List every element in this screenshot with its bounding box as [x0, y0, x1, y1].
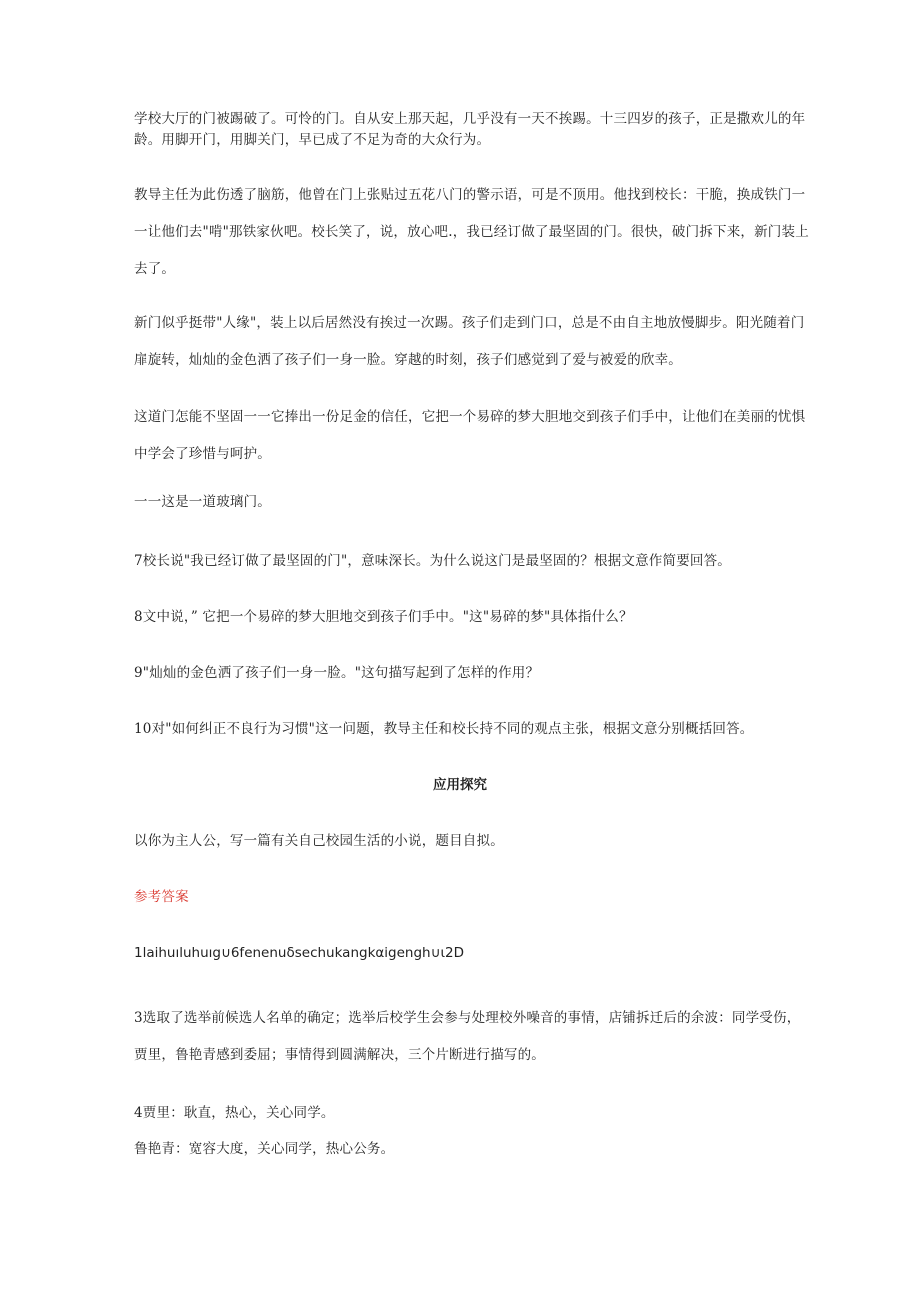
application-prompt — [134, 831, 784, 852]
question-9 — [134, 663, 784, 684]
answer-text: 3选取了选举前候选人名单的确定；选举后校学生会参与处理校外噪音的事情，店铺拆迁后的余波：同学受伤， — [134, 1010, 801, 1026]
text-line: 一让他们去"啃"那铁家伙吧。校长笑了，说，放心吧.，我已经订做了最坚固的门。很快，破门拆下来，新门装上 — [134, 224, 809, 240]
answer-text: 贾里，鲁艳青感到委屈；事情得到圆满解决，三个片断进行描写的。 — [134, 1047, 545, 1063]
passage-paragraph-4 — [134, 399, 806, 473]
prompt-text: 以你为主人公，写一篇有关自己校园生活的小说，题目自拟。 — [134, 833, 504, 849]
question-text: 7校长说"我已经订做了最坚固的门"，意味深长。为什么说这门是最坚固的？根据文意作简要回答。 — [134, 553, 732, 569]
passage-paragraph-2 — [134, 177, 809, 288]
text-line: 教导主任为此伤透了脑筋，他曾在门上张贴过五花八门的警示语，可是不顶用。他找到校长：干脆，换成铁门一 — [134, 187, 806, 203]
question-10 — [134, 719, 784, 740]
answer-4-continued — [134, 1139, 784, 1160]
text-line: 一一这是一道玻璃门。 — [134, 494, 271, 510]
text-line: 扉旋转，灿灿的金色洒了孩子们一身一脸。穿越的时刻，孩子们感觉到了爱与被爱的欣幸。 — [134, 352, 682, 368]
question-text: 10对"如何纠正不良行为习惯"这一问题，教导主任和校长持不同的观点主张，根据文意分别概括回答。 — [134, 721, 754, 737]
passage-paragraph-3 — [134, 305, 805, 379]
text-line: 龄。用脚开门，用脚关门，早已成了不足为奇的大众行为。 — [134, 132, 491, 148]
question-text: 8文中说，” 它把一个易碎的梦大胆地交到孩子们手中。"这"易碎的梦"具体指什么？ — [134, 609, 633, 625]
answer-4 — [134, 1103, 784, 1124]
answer-text: 鲁艳青：宽容大度，关心同学，热心公务。 — [134, 1141, 395, 1157]
answer-text: 1laihuıluhuıg∪6fenenuδsechukangkαigengh∪ι2D — [134, 945, 465, 961]
text-line: 新门似乎挺带"人缘"，装上以后居然没有挨过一次踢。孩子们走到门口，总是不由自主地放慢脚步。阳光随着门 — [134, 315, 805, 331]
answer-label-text: 参考答案 — [134, 889, 189, 905]
text-line: 这道门怎能不坚固一一它捧出一份足金的信任，它把一个易碎的梦大胆地交到孩子们手中，让他们在美丽的忧惧 — [134, 409, 806, 425]
question-8 — [134, 607, 784, 628]
answer-3 — [134, 1000, 801, 1074]
answer-1 — [134, 943, 784, 964]
text-line: 学校大厅的门被踢破了。可怜的门。自从安上那天起，几乎没有一天不挨踢。十三四岁的孩子，正是撒欢儿的年 — [134, 111, 806, 127]
passage-paragraph-5 — [134, 492, 784, 513]
text-line: 去了。 — [134, 261, 176, 277]
question-7 — [134, 551, 784, 572]
answer-text: 4贾里：耿直，热心，关心同学。 — [134, 1105, 335, 1121]
question-text: 9"灿灿的金色洒了孩子们一身一脸。"这句描写起到了怎样的作用？ — [134, 665, 540, 681]
passage-paragraph-1 — [134, 109, 806, 151]
answer-key-label — [134, 887, 784, 908]
text-line: 中学会了珍惜与呵护。 — [134, 446, 271, 462]
section-heading-application: 应用探究 — [433, 777, 487, 793]
